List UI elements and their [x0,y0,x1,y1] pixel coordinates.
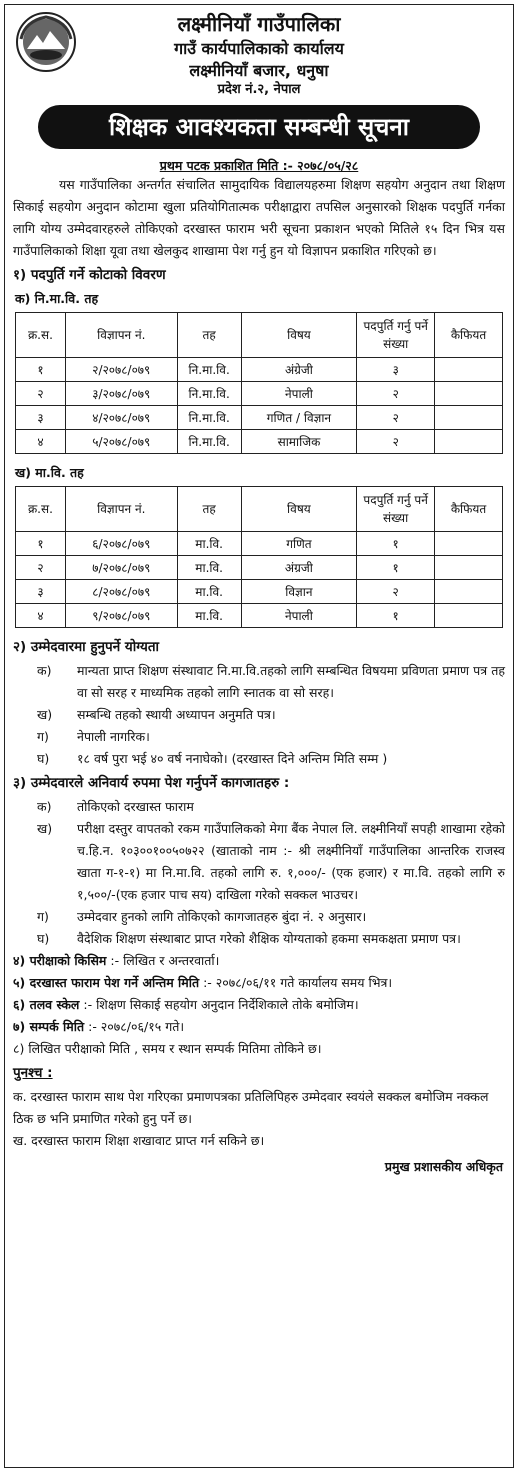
list-item [37,660,505,704]
column-header: विषय [241,312,357,357]
table-a-title: क) नि.मा.वि. तह [15,290,99,306]
section-7 [5,1016,513,1038]
list-item-text: वैदेशिक शिक्षण संस्थाबाट प्राप्त गरेको शैक्षिक योग्यताको हकमा समकक्षता प्रमाण पत्र। [77,930,461,946]
list-item-marker: ग) [37,908,49,924]
list-item-text: तोकिएको दरखास्त फाराम [77,798,194,814]
table-cell: मा.वि. [177,555,241,579]
list-item [37,748,505,770]
table-cell: १ [16,531,66,555]
table-cell: ४/२०७८/०७९ [65,405,177,429]
table-cell: ३/२०७८/०७९ [65,381,177,405]
table-cell: विज्ञान [241,579,357,603]
column-header: विज्ञापन नं. [65,312,177,357]
table-cell: अंग्रेजी [241,357,357,381]
table-cell: १ [357,603,435,627]
table-cell: नि.मा.वि. [177,357,241,381]
table-cell: मा.वि. [177,603,241,627]
list-item [37,928,505,950]
list-item [37,796,505,818]
section-3-title: ३) उम्मेदवारले अनिवार्य रुपमा पेश गर्नुपर्ने कागजातहरु : [13,774,290,791]
notice-page [4,4,514,1468]
table-cell: २ [357,381,435,405]
table-cell: ९/२०७८/०७९ [65,603,177,627]
list-item-marker: घ) [37,930,50,946]
column-header: तह [177,312,241,357]
column-header: विज्ञापन नं. [65,486,177,531]
list-item-marker: ग) [37,728,49,744]
table-cell: ३ [357,357,435,381]
table-cell: १ [357,531,435,555]
section-4-value: :- लिखित र अन्तरवार्ता। [106,952,220,968]
table-cell [435,579,503,603]
table-cell: २ [16,381,66,405]
column-header: तह [177,486,241,531]
table-row [16,405,503,429]
table-cell: नेपाली [241,603,357,627]
section-7-label: ७) सम्पर्क मिति [13,1018,85,1034]
section-6-label: ६) तलव स्केल [13,996,80,1012]
signature-title: प्रमुख प्रशासकीय अधिकृत [384,1158,503,1174]
list-item-text: परीक्षा दस्तुर वापतको रकम गाउँपालिकको मेगा बैंक नेपाल लि. लक्ष्मीनियाँ सपही शाखामा रहेको च.हि.न. १०३००१००५०७२२ (खाताको नाम :- श्री लक्ष्मीनियाँ गाउँपालिका आन्तरिक राजस्व खाता ग-१-१) मा नि.मा.वि. तहको लागि रु. १,०००/- (एक हजार) र मा.वि. तहको लागि रु १,५००/-(एक हजार पाच सय) दाखिला गरेको सक्कल भाउचर। [77,820,505,902]
quota-table-lower-secondary [15,312,503,454]
postscript-item: क. दरखास्त फाराम साथ पेश गरिएका प्रमाणपत्रका प्रतिलिपिहरु उम्मेदवार स्वयंले सक्कल बमोजिम नक्कल ठिक छ भनि प्रमाणित गरेको हुनु पर्ने छ। [13,1088,489,1126]
table-cell: ३ [16,579,66,603]
list-item [37,906,505,928]
table-cell: २/२०७८/०७९ [65,357,177,381]
list-item-marker: घ) [37,750,50,766]
section-5 [5,972,513,994]
table-row [16,579,503,603]
table-cell [435,531,503,555]
list-item-text: उम्मेदवार हुनको लागि तोकिएको कागजातहरु बुंदा नं. २ अनुसार। [77,908,367,924]
column-header: पदपुर्ति गर्नु पर्ने संख्या [357,312,435,357]
section-2-title: २) उम्मेदवारमा हुनुपर्ने योग्यता [13,638,160,655]
table-cell: २ [357,405,435,429]
table-cell: ८/२०७८/०७९ [65,579,177,603]
publication-date: प्रथम पटक प्रकाशित मिति :- २०७८/०५/२८ [159,157,359,173]
list-item-marker: ख) [37,706,53,722]
province-name: प्रदेश नं.२, नेपाल [217,82,301,98]
municipality-name: लक्ष्मीनियाँ गाउँपालिका [177,12,341,36]
section-4-label: ४) परीक्षाको किसिम [13,952,107,968]
documents-list [5,796,513,950]
section-4 [5,950,513,972]
table-row [16,531,503,555]
list-item-marker: ख) [37,820,53,836]
table-row [16,555,503,579]
list-item [37,726,505,748]
list-item-text: मान्यता प्राप्त शिक्षण संस्थावाट नि.मा.वि.तहको लागि सम्बन्धित विषयमा प्रविणता प्रमाण पत्र तह वा सो सरह र माध्यमिक तहको लागि स्नातक वा सो सरह। [77,662,505,700]
table-cell: मा.वि. [177,579,241,603]
table-cell: अंग्रजी [241,555,357,579]
table-cell: २ [357,579,435,603]
list-item [37,704,505,726]
list-item [37,818,505,906]
table-cell: नि.मा.वि. [177,381,241,405]
column-header: कैफियत [435,486,503,531]
table-b-title: ख) मा.वि. तह [15,464,84,480]
table-cell: १ [16,357,66,381]
section-6-value: :- शिक्षण सिकाई सहयोग अनुदान निर्देशिकाले तोके बमोजिम। [79,996,359,1012]
office-address: लक्ष्मीनियाँ बजार, धनुषा [189,60,329,80]
section-8: ८) लिखित परीक्षाको मिति , समय र स्थान सम्पर्क मितिमा तोकिने छ। [13,1040,322,1056]
postscript-item: ख. दरखास्त फाराम शिक्षा शखावाट प्राप्त गर्न सकिने छ। [13,1132,265,1148]
table-cell: नेपाली [241,381,357,405]
column-header: कैफियत [435,312,503,357]
table-cell: ३ [16,405,66,429]
table-cell: गणित [241,531,357,555]
section-1-title: १) पदपुर्ति गर्ने कोटाको विवरण [13,266,166,283]
table-cell: २ [357,429,435,453]
list-item-text: सम्बन्धि तहको स्थायी अध्यापन अनुमति पत्र। [77,706,276,722]
table-cell: गणित / विज्ञान [241,405,357,429]
column-header: पदपुर्ति गर्नु पर्ने संख्या [357,486,435,531]
column-header: विषय [241,486,357,531]
intro-paragraph: यस गाउँपालिका अन्तर्गत संचालित सामुदायिक विद्यालयहरुमा शिक्षण सहयोग अनुदान तथा शिक्षण सिकाई सहयोग अनुदान कोटामा खुला प्रतियोगितात्मक परीक्षाद्वारा तपसिल अनुसारको शिक्षक पदपुर्ति गर्नका लागि योग्य उम्मेदवारहरुले तोकिएको दरखास्त फाराम भरी सूचना प्रकाशन भएको मितिले १५ दिन भित्र यस गाउँपालिकाको शिक्षा यूवा तथा खेलकुद शाखामा पेश गर्नु हुन यो विज्ञापन प्रकाशित गरिएको छ। [13,176,505,258]
table-cell [435,405,503,429]
office-name: गाउँ कार्यपालिकाको कार्यालय [174,39,344,58]
notice-title-banner: शिक्षक आवश्यकता सम्बन्धी सूचना [38,105,480,149]
table-row [16,357,503,381]
table-cell: ४ [16,603,66,627]
table-cell [435,603,503,627]
postscript-title: पुनश्च : [13,1064,53,1081]
government-emblem-icon [15,11,77,73]
column-header: क्र.स. [16,312,66,357]
table-row [16,603,503,627]
table-row [16,429,503,453]
table-cell: नि.मा.वि. [177,429,241,453]
section-7-value: :- २०७८/०६/१५ गते। [84,1018,185,1034]
list-item-marker: क) [37,662,52,678]
list-item-text: १८ वर्ष पुरा भई ४० वर्ष ननाघेको। (दरखास्त दिने अन्तिम मिति सम्म ) [77,750,388,766]
table-cell: ४ [16,429,66,453]
table-cell [435,381,503,405]
table-cell [435,429,503,453]
table-cell: ७/२०७८/०७९ [65,555,177,579]
table-row [16,381,503,405]
table-cell: ५/२०७८/०७९ [65,429,177,453]
table-cell: २ [16,555,66,579]
column-header: क्र.स. [16,486,66,531]
section-5-label: ५) दरखास्त फाराम पेश गर्ने अन्तिम मिति [13,974,200,990]
table-cell: सामाजिक [241,429,357,453]
table-cell: ६/२०७८/०७९ [65,531,177,555]
table-cell [435,357,503,381]
table-cell [435,555,503,579]
list-item-text: नेपाली नागरिक। [77,728,150,744]
quota-table-secondary [15,486,503,628]
list-item-marker: क) [37,798,52,814]
table-cell: १ [357,555,435,579]
qualification-list [5,660,513,770]
section-5-value: :- २०७८/०६/११ गते कार्यालय समय भित्र। [199,974,393,990]
table-cell: मा.वि. [177,531,241,555]
table-cell: नि.मा.वि. [177,405,241,429]
section-6 [5,994,513,1016]
